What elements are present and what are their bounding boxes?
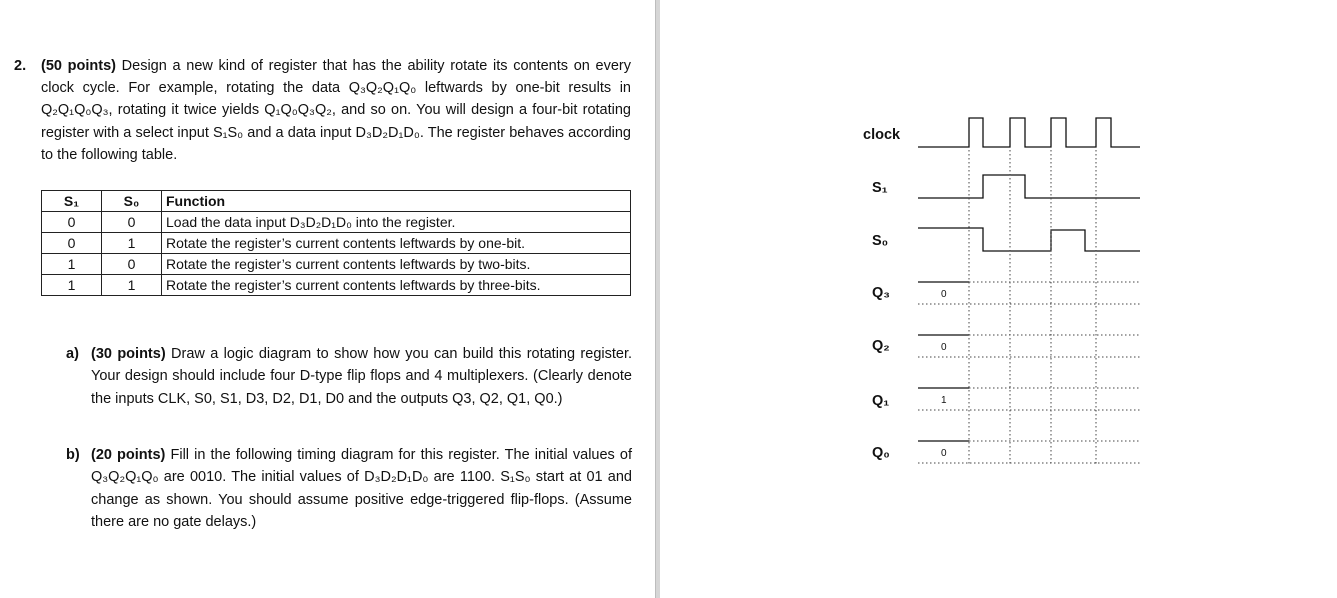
part-b-body: Fill in the following timing diagram for this register. The initial values of Q₃Q₂Q₁Q₀ are 0010. The initial values of D₃D₂D₁D₀ are 1100. S₁S₀ start at 01 and change as shown. You should assume positive edge-triggered flip-flops. (Assume there are no gate delays.) bbox=[91, 447, 632, 530]
S1-waveform bbox=[918, 175, 1140, 198]
q-initial-value: 0 bbox=[941, 289, 947, 300]
label-q1: Q₁ bbox=[872, 393, 890, 409]
header-function: Function bbox=[162, 191, 631, 212]
question-number: 2. bbox=[14, 58, 27, 74]
label-s1: S₁ bbox=[872, 180, 888, 196]
label-q3: Q₃ bbox=[872, 285, 890, 301]
label-q2: Q₂ bbox=[872, 338, 890, 354]
cell-function: Rotate the register’s current contents leftwards by three-bits. bbox=[162, 275, 631, 296]
question-body: Design a new kind of register that has the ability rotate its contents on every clock cycle. For example, rotating the data Q₃Q₂Q₁Q₀ leftwards by one-bit results in Q₂Q₁Q₀Q₃, rotating it twice yields Q₁Q₀Q₃Q₂, and so on. You will design a four-bit rotating register with a select input S₁S₀ and a data input D₃D₂D₁D₀. The register behaves according to the following table. bbox=[41, 58, 632, 163]
header-s0: S₀ bbox=[102, 191, 162, 212]
S0-waveform bbox=[918, 228, 1140, 251]
q-initial-value: 1 bbox=[941, 395, 947, 406]
cell-function: Load the data input D₃D₂D₁D₀ into the register. bbox=[162, 212, 631, 233]
cell-s1: 1 bbox=[42, 275, 102, 296]
part-a-points: (30 points) bbox=[91, 346, 166, 362]
cell-s1: 0 bbox=[42, 212, 102, 233]
label-s0: S₀ bbox=[872, 233, 889, 249]
cell-s0: 1 bbox=[102, 233, 162, 254]
part-a-label: a) bbox=[66, 346, 79, 362]
cell-s1: 1 bbox=[42, 254, 102, 275]
cell-function: Rotate the register’s current contents leftwards by one-bit. bbox=[162, 233, 631, 254]
label-clock: clock bbox=[863, 127, 901, 143]
cell-s1: 0 bbox=[42, 233, 102, 254]
label-q0: Q₀ bbox=[872, 445, 890, 461]
part-b-label: b) bbox=[66, 447, 80, 463]
q-initial-value: 0 bbox=[941, 448, 947, 459]
header-s1: S₁ bbox=[42, 191, 102, 212]
cell-s0: 1 bbox=[102, 275, 162, 296]
cell-function: Rotate the register’s current contents leftwards by two-bits. bbox=[162, 254, 631, 275]
q-initial-value: 0 bbox=[941, 342, 947, 353]
part-b-points: (20 points) bbox=[91, 447, 166, 463]
clock-waveform bbox=[918, 118, 1140, 147]
part-a-body: Draw a logic diagram to show how you can build this rotating register. Your design should include four D-type flip flops and 4 multiplexers. (Clearly denote the inputs CLK, S0, S1, D3, D2, D1, D0 and the outputs Q3, Q2, Q1, Q0.) bbox=[91, 346, 633, 407]
cell-s0: 0 bbox=[102, 212, 162, 233]
question-points: (50 points) bbox=[41, 58, 116, 74]
cell-s0: 0 bbox=[102, 254, 162, 275]
